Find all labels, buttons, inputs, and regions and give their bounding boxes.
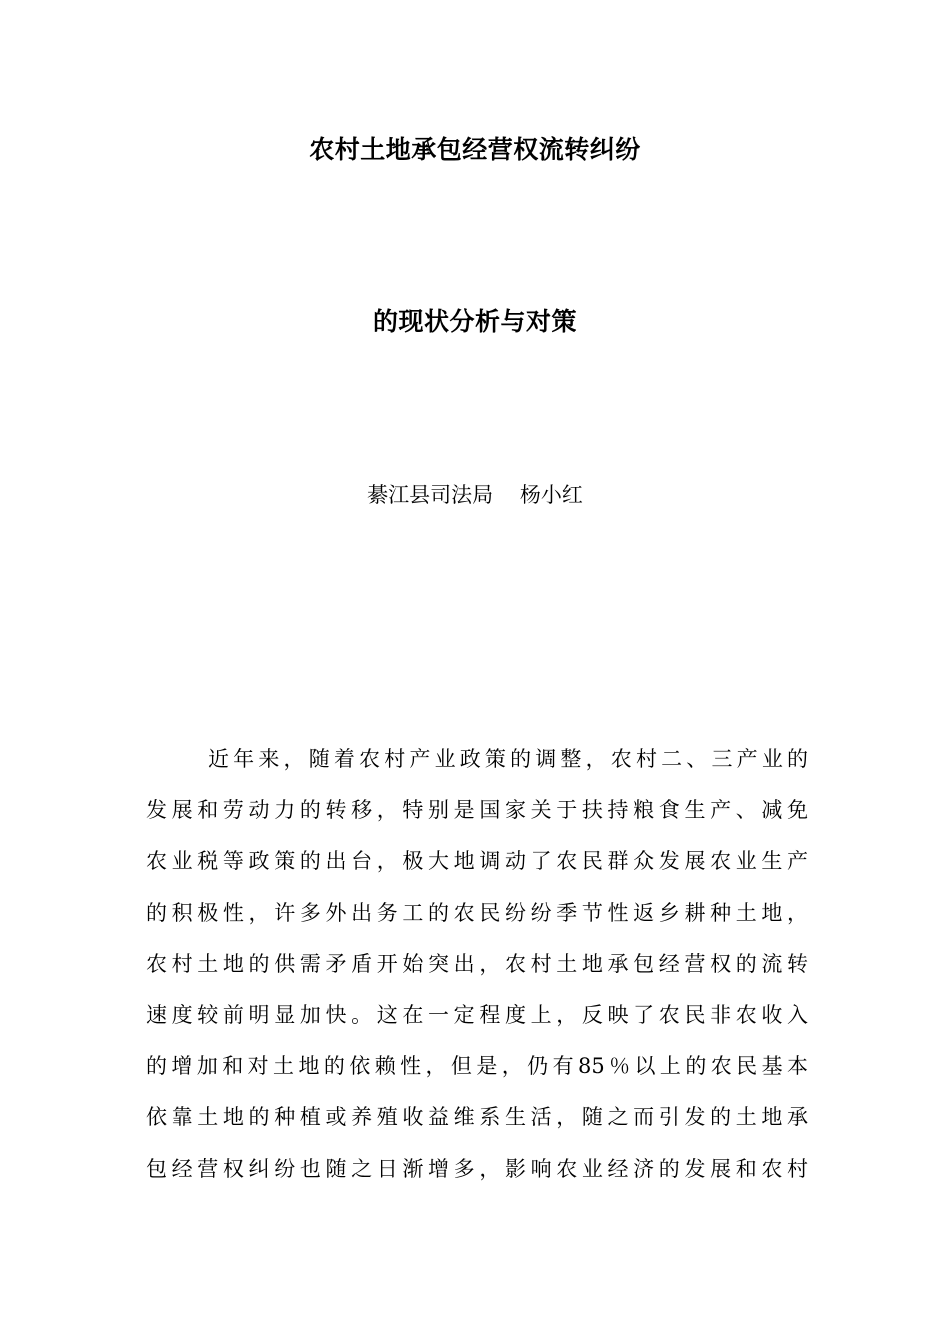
paragraph-line: 的积极性，许多外出务工的农民纷纷季节性返乡耕种土地， — [146, 900, 808, 925]
document-title-line-1: 农村土地承包经营权流转纠纷 — [309, 135, 641, 164]
paragraph-line: 包经营权纠纷也随之日渐增多，影响农业经济的发展和农村 — [146, 1156, 808, 1181]
paragraph-line: 速度较前明显加快。这在一定程度上，反映了农民非农收入 — [146, 1002, 808, 1027]
paragraph-line: 近年来，随着农村产业政策的调整，农村二、三产业的 — [208, 747, 808, 771]
document-title-line-2: 的现状分析与对策 — [372, 307, 577, 336]
author-byline: 綦江县司法局 杨小红 — [367, 483, 583, 507]
paragraph-line: 发展和劳动力的转移，特别是国家关于扶持粮食生产、减免 — [146, 798, 808, 823]
paragraph-line: 依靠土地的种植或养殖收益维系生活，随之而引发的土地承 — [146, 1105, 808, 1130]
paragraph-line: 的增加和对土地的依赖性，但是，仍有85％以上的农民基本 — [146, 1054, 808, 1079]
body-paragraph — [146, 734, 808, 1195]
paragraph-line: 农村土地的供需矛盾开始突出，农村土地承包经营权的流转 — [146, 951, 808, 976]
paragraph-line: 农业税等政策的出台，极大地调动了农民群众发展农业生产 — [146, 849, 808, 874]
